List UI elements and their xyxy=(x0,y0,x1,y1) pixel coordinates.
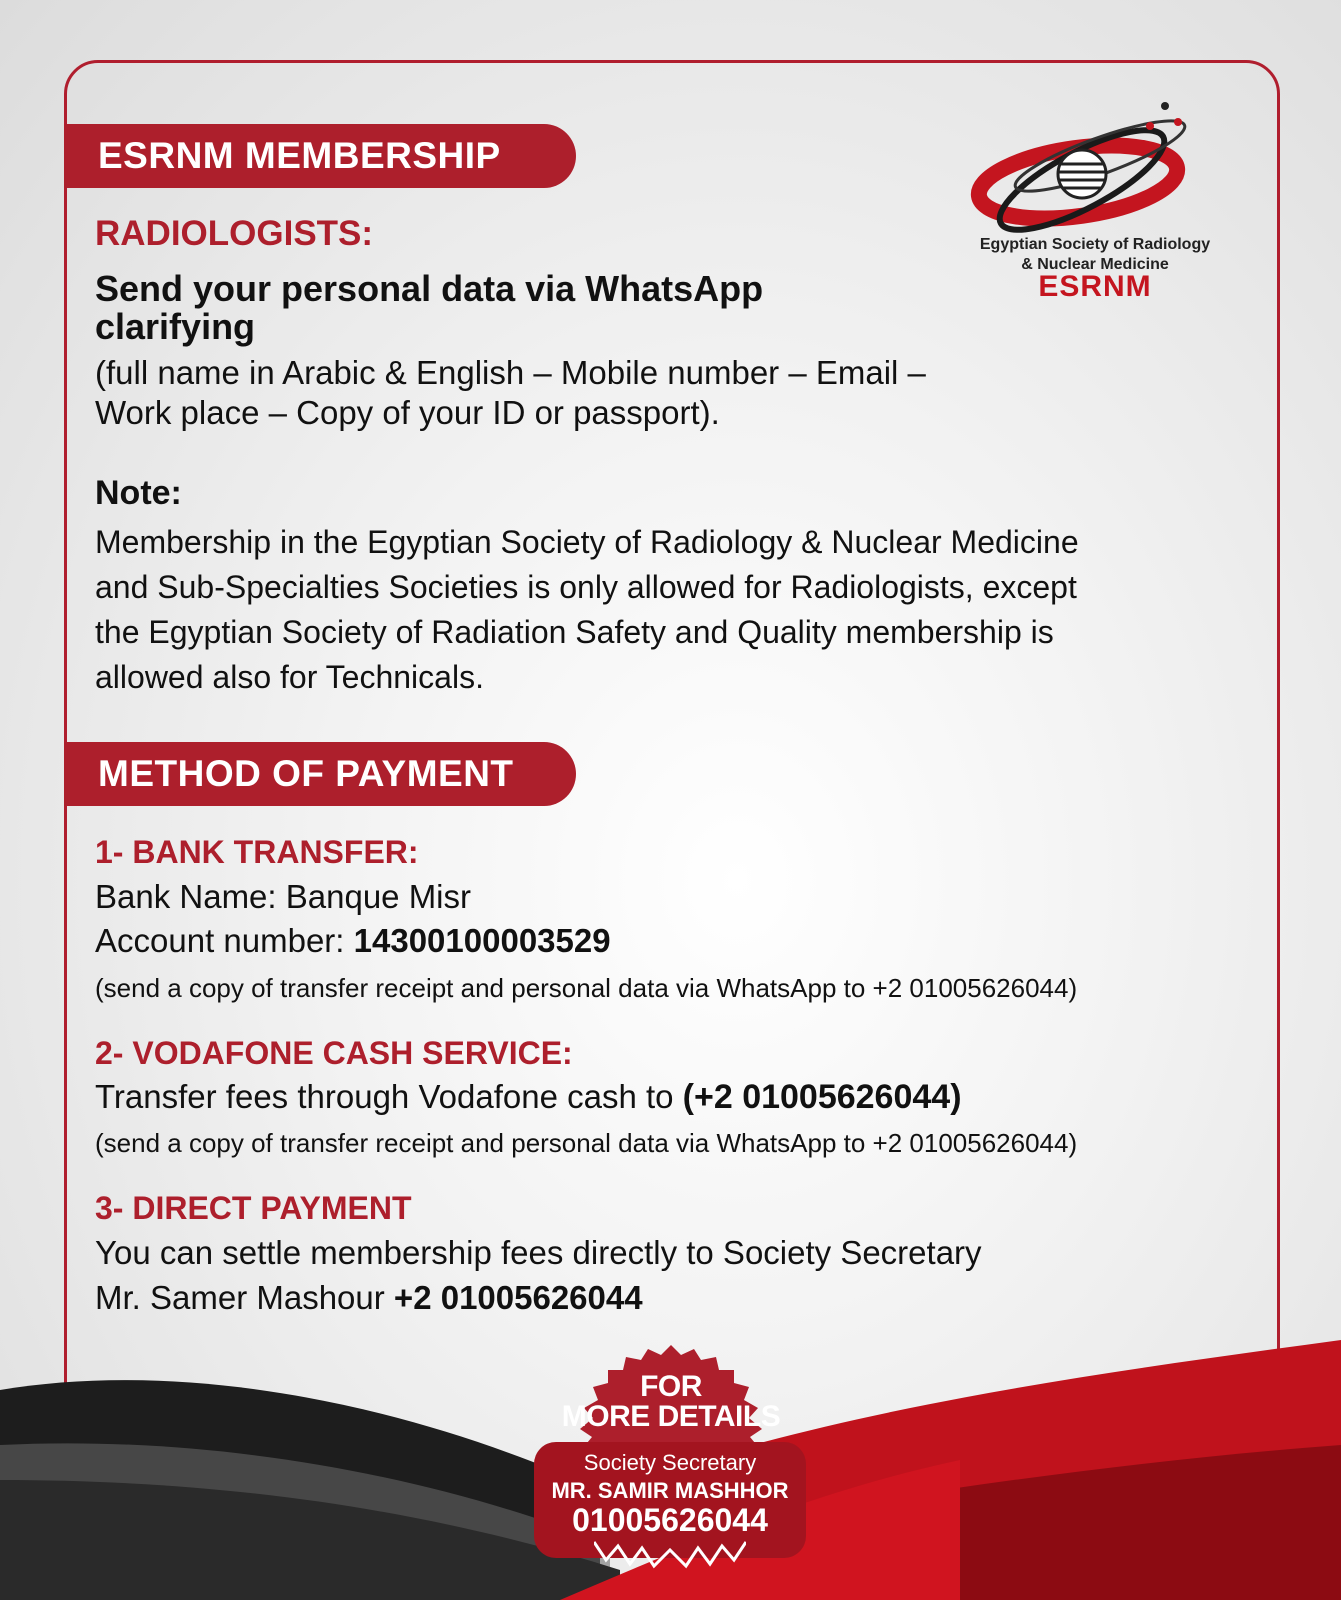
direct-payment-heading: 3- DIRECT PAYMENT xyxy=(95,1190,412,1226)
note-line1: Membership in the Egyptian Society of Radiology & Nuclear Medicine xyxy=(95,524,1079,560)
details-line2: Work place – Copy of your ID or passport). xyxy=(95,394,720,431)
contact-role: Society Secretary xyxy=(583,1450,757,1475)
direct-payment-line1: You can settle membership fees directly to Society Secretary xyxy=(95,1234,982,1271)
logo-text-line2: & Nuclear Medicine xyxy=(1021,256,1169,273)
account-number-line xyxy=(95,922,611,960)
contact-name: MR. SAMIR MASHHOR xyxy=(551,1478,789,1503)
logo-brand: ESRNM xyxy=(1038,270,1152,303)
bank-transfer-note: (send a copy of transfer receipt and personal data via WhatsApp to +2 01005626044) xyxy=(95,973,1078,1003)
badge-line1: FOR xyxy=(640,1370,702,1403)
account-number: 14300100003529 xyxy=(353,922,611,959)
send-data-line1: Send your personal data via WhatsApp xyxy=(95,268,764,309)
logo-text-line1: Egyptian Society of Radiology xyxy=(979,236,1211,253)
payment-section-label: METHOD OF PAYMENT xyxy=(64,742,576,806)
vodafone-number: (+2 01005626044) xyxy=(682,1078,962,1116)
note-line3: the Egyptian Society of Radiation Safety and Quality membership is xyxy=(95,614,1054,650)
vodafone-cash-heading: 2- VODAFONE CASH SERVICE: xyxy=(95,1035,573,1071)
membership-section-label: ESRNM MEMBERSHIP xyxy=(64,124,576,188)
send-data-line2: clarifying xyxy=(95,306,256,347)
bank-name: Bank Name: Banque Misr xyxy=(95,878,472,915)
bank-transfer-heading: 1- BANK TRANSFER: xyxy=(95,834,419,870)
details-line1: (full name in Arabic & English – Mobile number – Email – xyxy=(95,354,926,391)
radiologists-heading: RADIOLOGISTS: xyxy=(95,214,374,253)
direct-payment-line2 xyxy=(95,1279,643,1317)
contact-phone: 01005626044 xyxy=(572,1502,768,1538)
badge-zigzag-bottom-icon xyxy=(594,1538,746,1570)
note-line2: and Sub-Specialties Societies is only allowed for Radiologists, except xyxy=(95,569,1077,605)
vodafone-line xyxy=(95,1078,962,1117)
account-number-label: Account number: xyxy=(95,922,354,959)
secretary-number: +2 01005626044 xyxy=(393,1279,643,1316)
vodafone-note: (send a copy of transfer receipt and personal data via WhatsApp to +2 01005626044) xyxy=(95,1128,1078,1158)
badge-line2: MORE DETAILS xyxy=(561,1400,781,1433)
secretary-name: Mr. Samer Mashour xyxy=(95,1279,394,1316)
note-heading: Note: xyxy=(95,474,182,512)
esrnm-logo xyxy=(950,96,1240,306)
vodafone-text: Transfer fees through Vodafone cash to xyxy=(95,1078,683,1115)
note-line4: allowed also for Technicals. xyxy=(95,659,484,695)
radiology-orbit-logo-icon xyxy=(950,96,1240,236)
